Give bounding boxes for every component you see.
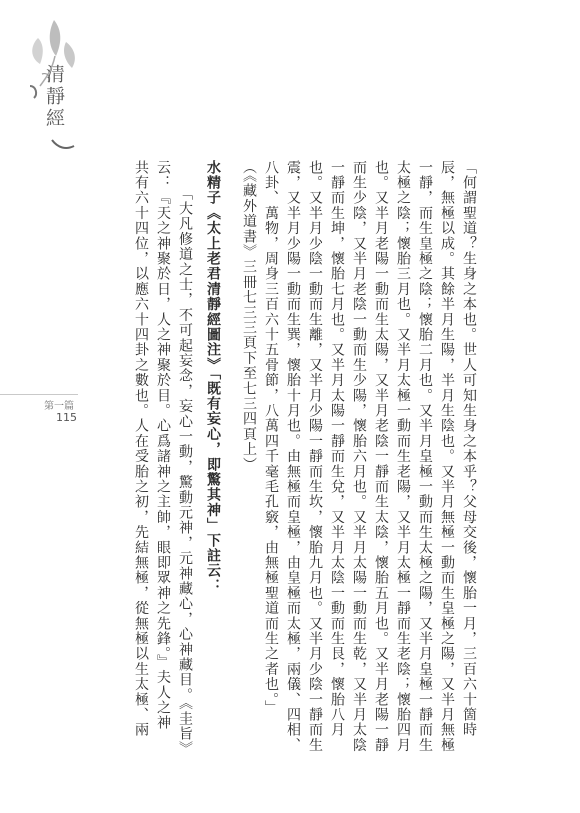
text-column: 一靜而生坤，懷胎七月也。又半月太陽一靜而生兌，又半月太陰一動而生艮，懷胎八月 bbox=[329, 160, 345, 738]
text-column: 辰，無極以成。其餘半月生陽，半月生陰也。又半月無極一動而生皇極之陽，又半月無極 bbox=[439, 160, 455, 753]
text-column: 共有六十四位，以應六十四卦之數也。人在受胎之初，先結無極，從無極以生太極、兩 bbox=[133, 160, 149, 738]
book-title: 清靜經 bbox=[43, 64, 65, 130]
text-column: 「何謂聖道？生身之本也。世人可知生身之本乎？父母交後，懷胎一月，三百六十箇時 bbox=[461, 160, 477, 738]
margin-rule bbox=[0, 394, 78, 395]
text-column: 云：『天之神聚於日，人之神聚於目。心爲諸神之主帥，眼即眾神之先鋒。』夫人之神 bbox=[155, 160, 171, 731]
text-column: 也。又半月少陰一動而生離，又半月少陽一靜而生坎，懷胎九月也。又半月少陰一靜而生 bbox=[307, 160, 323, 753]
text-column: 也。又半月老陽一動而生太陽，又半月老陰一靜而生太陰，懷胎五月也。又半月老陽一靜 bbox=[373, 160, 389, 753]
text-column: 「大凡修道之士，不可起妄念，妄心一動，驚動元神，元神藏心，心神藏目。《圭旨》 bbox=[177, 186, 193, 757]
text-column: 八卦、萬物，周身三百六十五骨節，八萬四千毫毛孔竅，由無極聖道而生之者也。」 bbox=[263, 160, 279, 716]
text-column: 而生少陰，又半月老陰一動而生少陽，懷胎六月也。又半月太陽一動而生乾，又半月太陰 bbox=[351, 160, 367, 753]
quote-heading: 水精子《太上老君清靜經圖注》「既有妄心，即驚其神」下註云： bbox=[205, 160, 221, 594]
text-column: 一靜，而生皇極之陰；懷胎二月也。又半月皇極一動而生太極之陽，又半月皇極一靜而生 bbox=[417, 160, 433, 753]
citation: （《藏外道書》三冊七三三頁下至七三四頁上） bbox=[241, 160, 257, 473]
text-column: 震，又半月少陽一動而生巽，懷胎十月也。由無極而皇極，由皇極而太極，兩儀、四相、 bbox=[285, 160, 301, 753]
section-label: 第一篇 bbox=[44, 401, 74, 412]
page-number: 115 bbox=[56, 411, 77, 424]
text-column: 太極之陰；懷胎三月也。又半月太極一動而生老陽，又半月太極一靜而生老陰；懷胎四月 bbox=[395, 160, 411, 753]
